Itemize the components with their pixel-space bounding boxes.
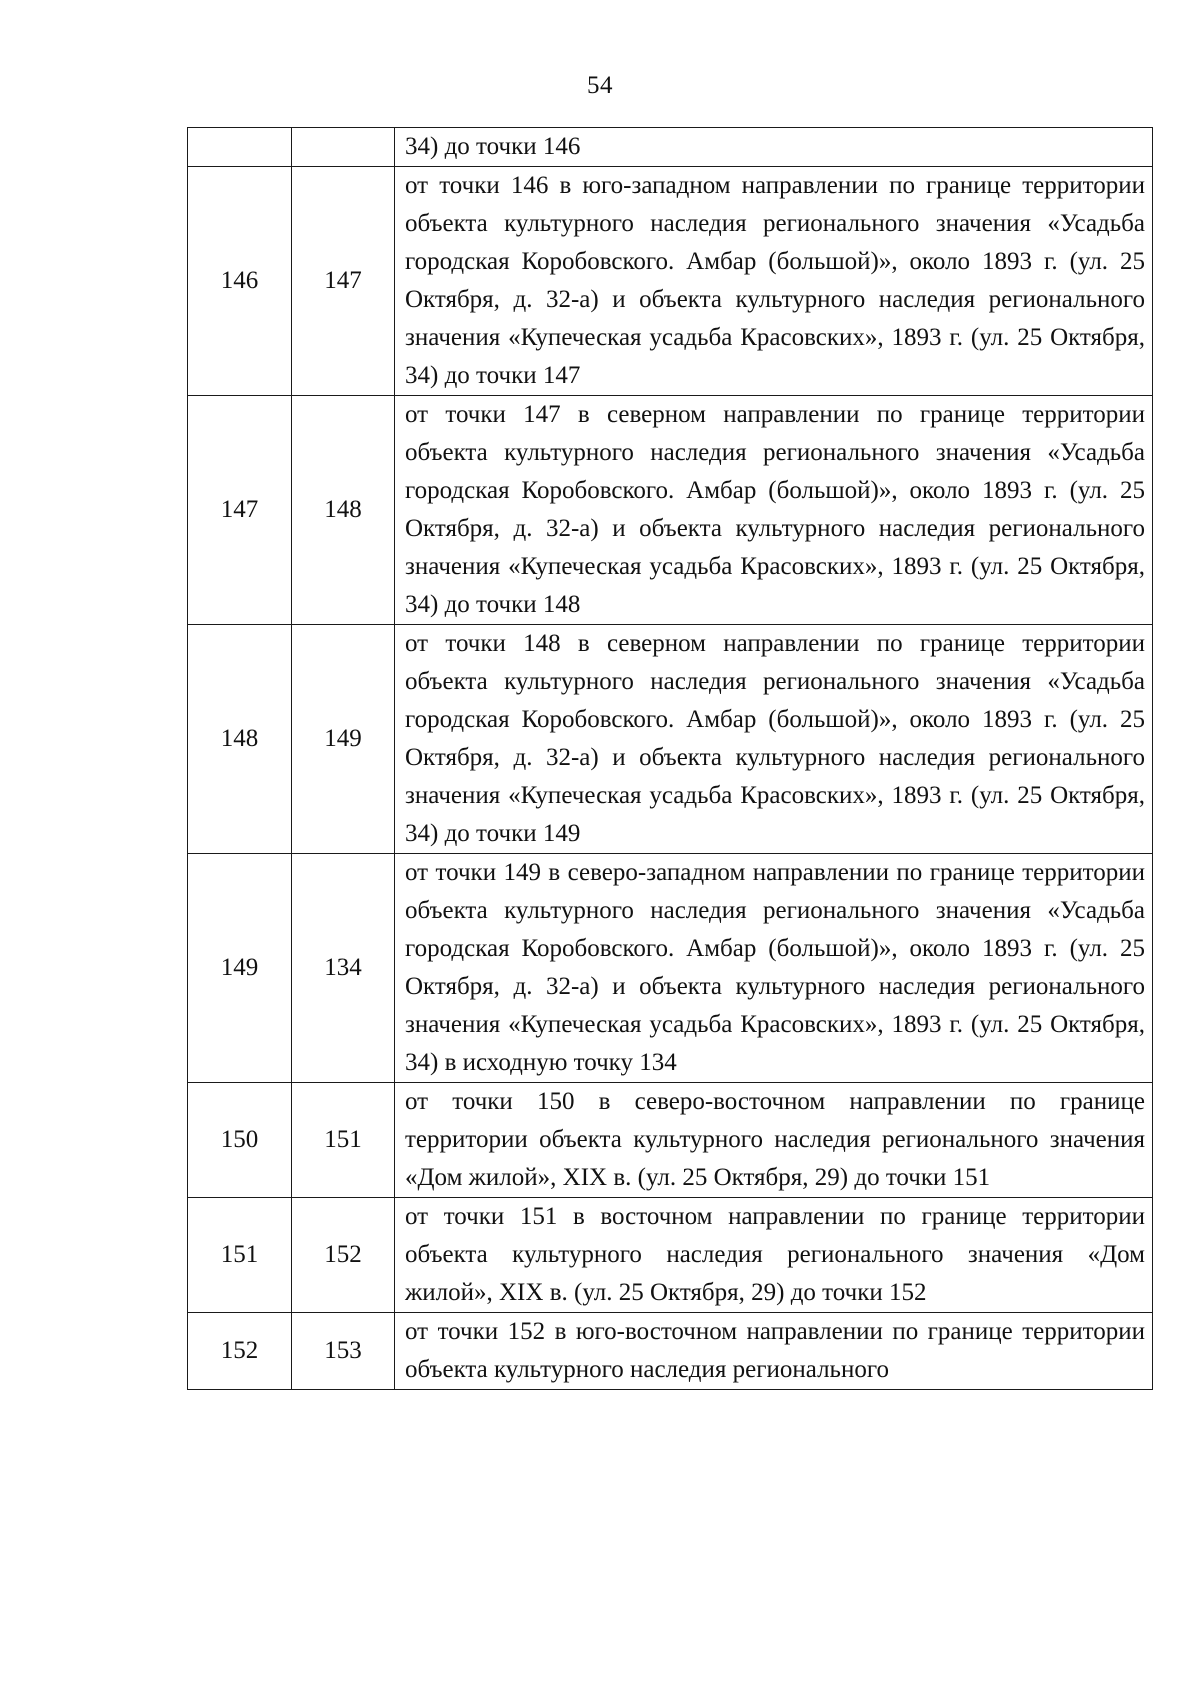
point-from-cell: 152 bbox=[188, 1313, 292, 1390]
point-from-cell: 150 bbox=[188, 1083, 292, 1198]
boundary-description-cell: от точки 152 в юго-восточном направлении по границе территории объекта культурного наследия регионального bbox=[395, 1313, 1153, 1390]
boundary-description-cell: от точки 148 в северном направлении по границе территории объекта культурного наследия регионального значения «Усадьба городская Коробовского. Амбар (большой)», около 1893 г. (ул. 25 Октября, д. 32-а) и объекта культурного наследия регионального значения «Купеческая усадьба Красовских», 1893 г. (ул. 25 Октября, 34) до точки 149 bbox=[395, 625, 1153, 854]
point-from-cell: 146 bbox=[188, 167, 292, 396]
point-from-cell bbox=[188, 128, 292, 167]
table-row bbox=[188, 128, 1153, 167]
point-from-cell: 151 bbox=[188, 1198, 292, 1313]
boundary-description-cell: от точки 151 в восточном направлении по границе территории объекта культурного наследия регионального значения «Дом жилой», XIX в. (ул. 25 Октября, 29) до точки 152 bbox=[395, 1198, 1153, 1313]
point-to-cell: 153 bbox=[292, 1313, 395, 1390]
point-from-cell: 147 bbox=[188, 396, 292, 625]
point-to-cell: 152 bbox=[292, 1198, 395, 1313]
boundary-description-cell: 34) до точки 146 bbox=[395, 128, 1153, 167]
boundary-description-cell: от точки 147 в северном направлении по границе территории объекта культурного наследия регионального значения «Усадьба городская Коробовского. Амбар (большой)», около 1893 г. (ул. 25 Октября, д. 32-а) и объекта культурного наследия регионального значения «Купеческая усадьба Красовских», 1893 г. (ул. 25 Октября, 34) до точки 148 bbox=[395, 396, 1153, 625]
boundary-description-cell: от точки 150 в северо-восточном направлении по границе территории объекта культурного наследия регионального значения «Дом жилой», XIX в. (ул. 25 Октября, 29) до точки 151 bbox=[395, 1083, 1153, 1198]
table-row bbox=[188, 625, 1153, 854]
table-row bbox=[188, 396, 1153, 625]
point-to-cell: 134 bbox=[292, 854, 395, 1083]
table-row bbox=[188, 1313, 1153, 1390]
page-number: 54 bbox=[587, 72, 613, 99]
table-row bbox=[188, 1083, 1153, 1198]
point-from-cell: 148 bbox=[188, 625, 292, 854]
boundary-description-cell: от точки 146 в юго-западном направлении по границе территории объекта культурного наследия регионального значения «Усадьба городская Коробовского. Амбар (большой)», около 1893 г. (ул. 25 Октября, д. 32-а) и объекта культурного наследия регионального значения «Купеческая усадьба Красовских», 1893 г. (ул. 25 Октября, 34) до точки 147 bbox=[395, 167, 1153, 396]
table-row bbox=[188, 167, 1153, 396]
point-to-cell: 147 bbox=[292, 167, 395, 396]
point-to-cell: 149 bbox=[292, 625, 395, 854]
boundary-description-cell: от точки 149 в северо-западном направлении по границе территории объекта культурного наследия регионального значения «Усадьба городская Коробовского. Амбар (большой)», около 1893 г. (ул. 25 Октября, д. 32-а) и объекта культурного наследия регионального значения «Купеческая усадьба Красовских», 1893 г. (ул. 25 Октября, 34) в исходную точку 134 bbox=[395, 854, 1153, 1083]
boundary-points-table bbox=[187, 127, 1153, 1390]
table-row bbox=[188, 1198, 1153, 1313]
point-to-cell: 148 bbox=[292, 396, 395, 625]
point-to-cell bbox=[292, 128, 395, 167]
point-from-cell: 149 bbox=[188, 854, 292, 1083]
table-row bbox=[188, 854, 1153, 1083]
point-to-cell: 151 bbox=[292, 1083, 395, 1198]
